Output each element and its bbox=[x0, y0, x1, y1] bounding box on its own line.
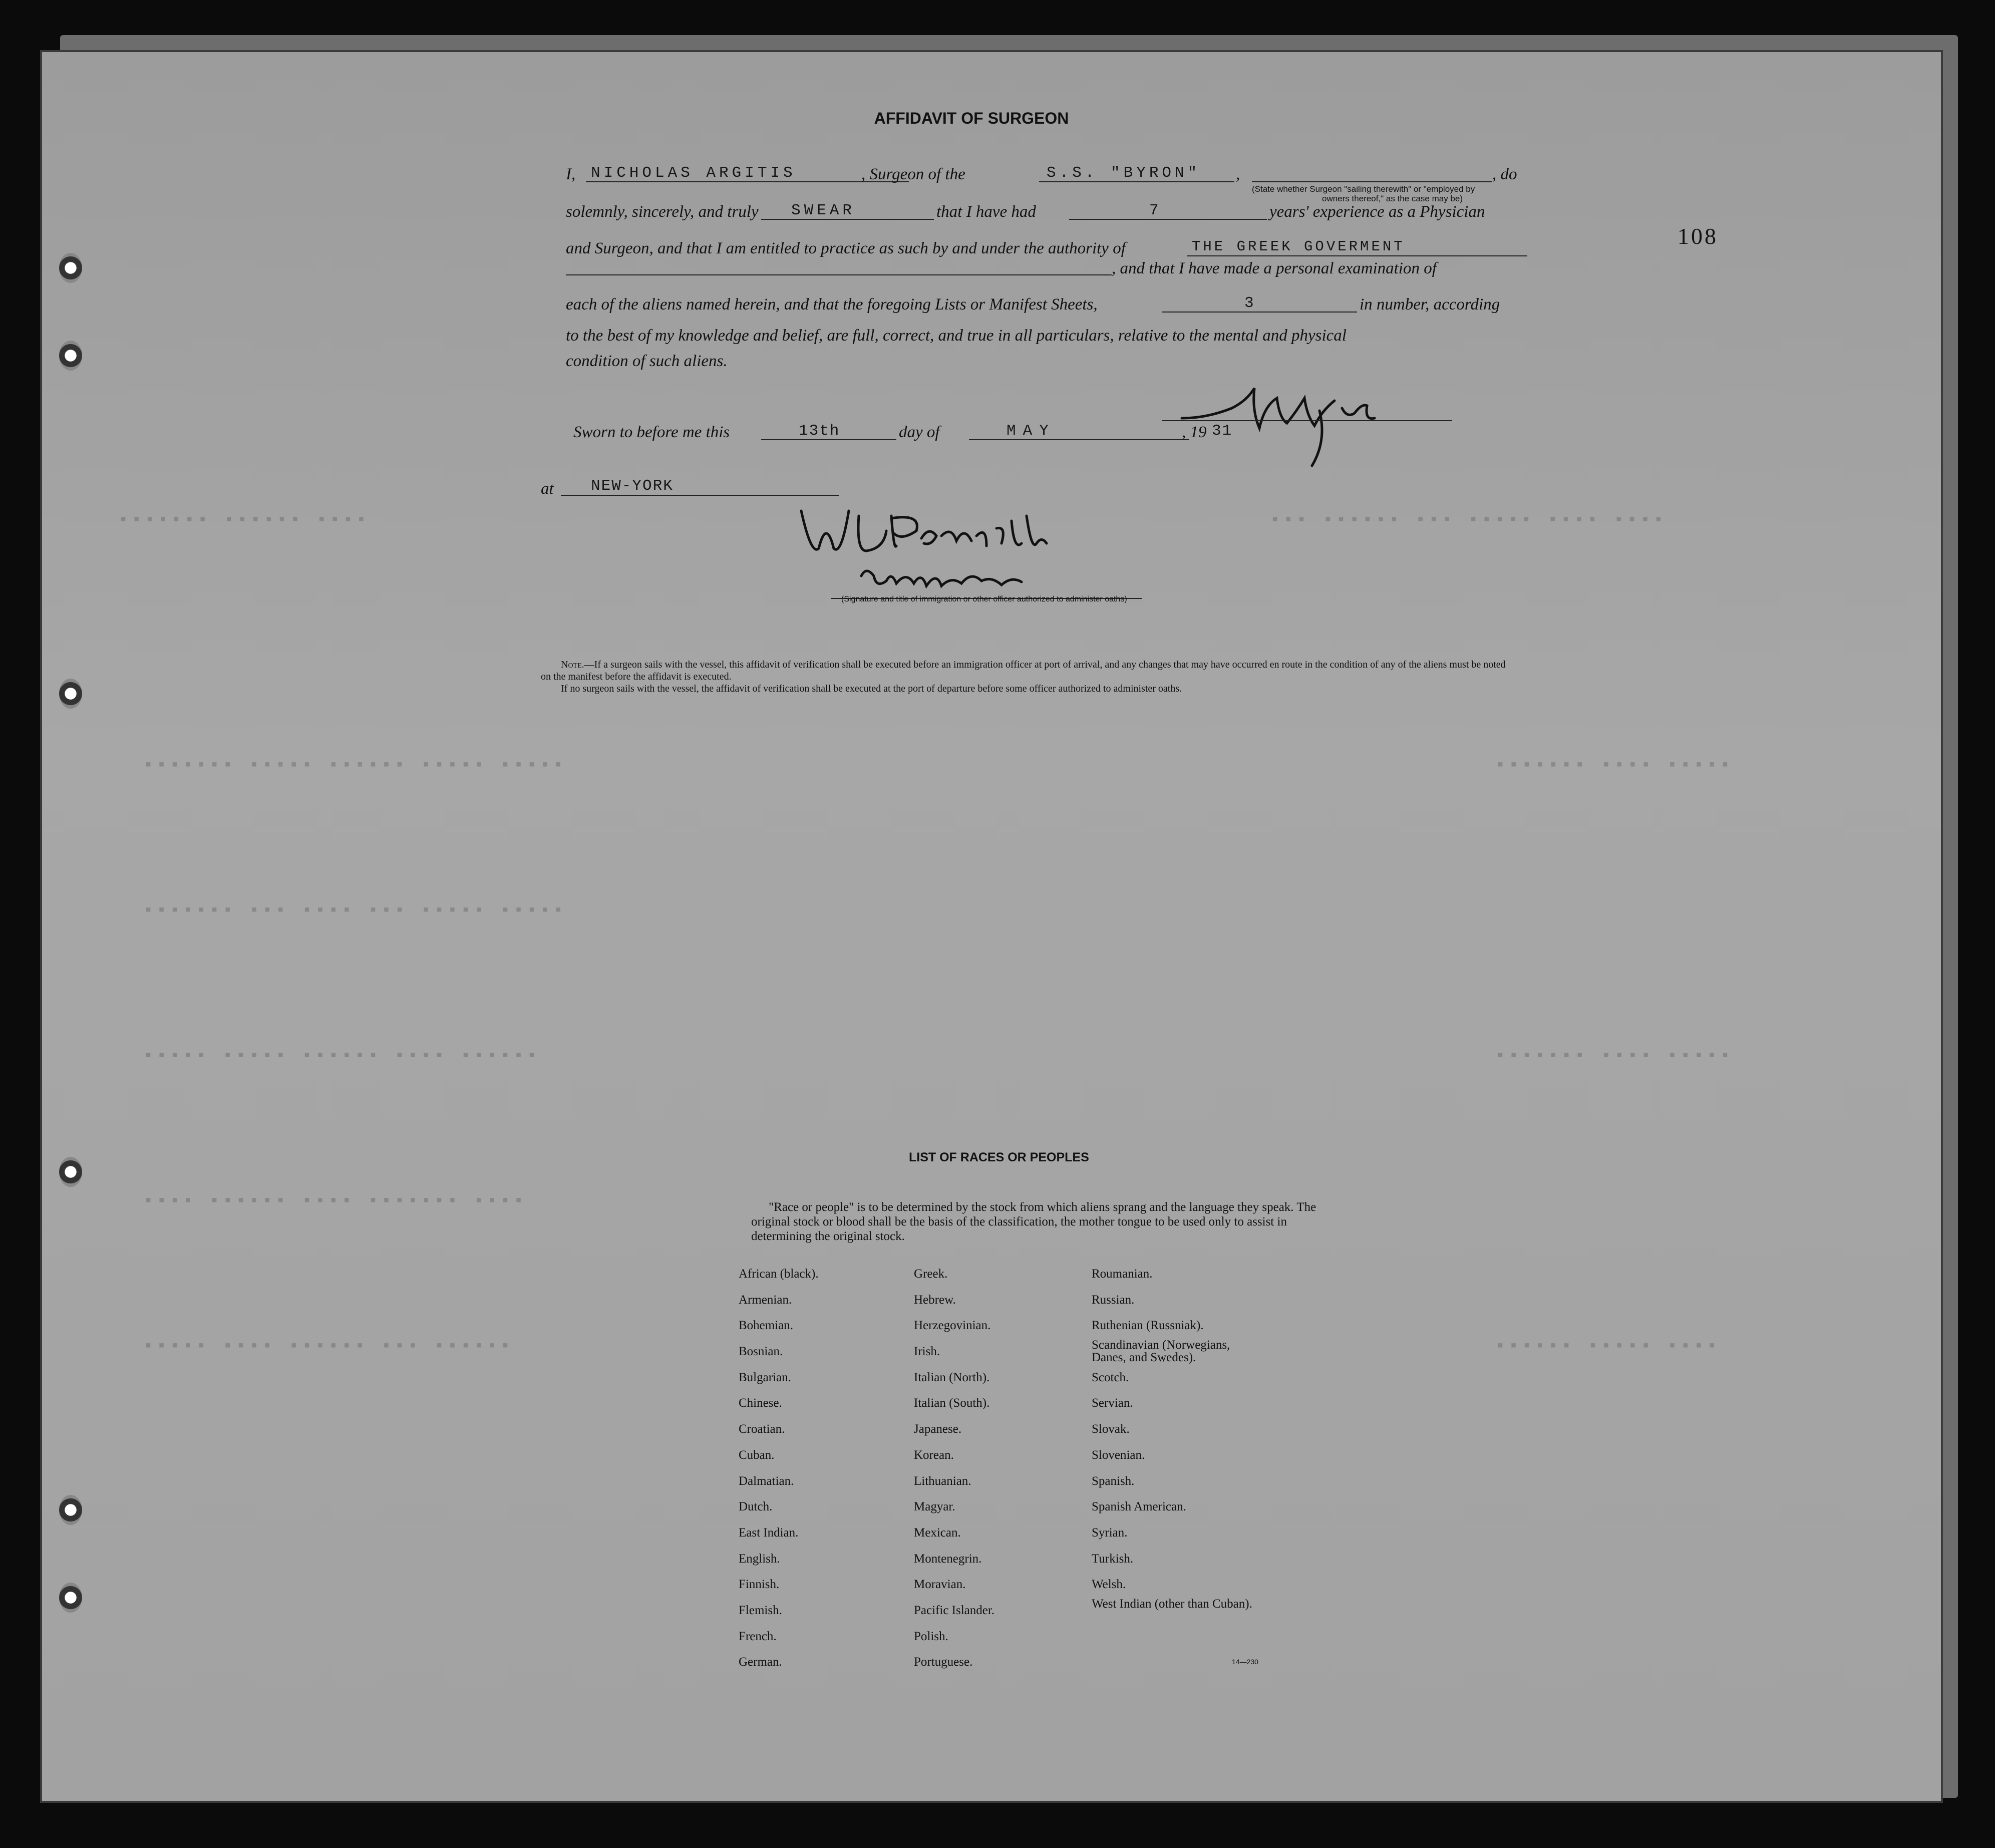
page-number: 108 bbox=[1678, 223, 1718, 249]
race-item: Italian (South). bbox=[914, 1396, 990, 1410]
race-item: Slovak. bbox=[1092, 1422, 1130, 1436]
race-item: Moravian. bbox=[914, 1578, 966, 1592]
races-column-2 bbox=[914, 1261, 994, 1675]
authority-line bbox=[1187, 255, 1527, 256]
note-section bbox=[541, 659, 1512, 695]
affidavit-text: , and that I have made a personal examination of bbox=[1112, 259, 1437, 277]
race-item: Spanish. bbox=[1092, 1474, 1135, 1488]
race-item: Spanish American. bbox=[1092, 1500, 1186, 1514]
surgeon-status-note: owners thereof," as the case may be) bbox=[1322, 194, 1463, 203]
race-item: West Indian (other than Cuban). bbox=[1092, 1597, 1252, 1611]
bleed-through-text: ▪▪▪▪ ▪▪▪▪▪▪▪ ▪▪▪▪ ▪▪▪▪▪▪ ▪▪▪▪ bbox=[140, 1192, 524, 1211]
race-item: Bulgarian. bbox=[739, 1370, 791, 1384]
race-item: Slovenian. bbox=[1092, 1448, 1145, 1462]
race-item: Lithuanian. bbox=[914, 1474, 971, 1488]
race-item: Italian (North). bbox=[914, 1370, 990, 1384]
race-item: Ruthenian (Russniak). bbox=[1092, 1319, 1204, 1333]
officer-caption: (Signature and title of immigration or other officer authorized to administer oaths) bbox=[841, 595, 1127, 603]
race-item: Herzegovinian. bbox=[914, 1319, 991, 1333]
race-item: Chinese. bbox=[739, 1396, 782, 1410]
race-item: Armenian. bbox=[739, 1293, 792, 1307]
race-item: Russian. bbox=[1092, 1293, 1135, 1307]
race-item: Portuguese. bbox=[914, 1655, 973, 1669]
binder-hole bbox=[59, 341, 82, 371]
race-item: Pacific Islander. bbox=[914, 1603, 995, 1617]
oath-word: SWEAR bbox=[791, 202, 856, 219]
month-line bbox=[969, 439, 1189, 440]
sheets-count: 3 bbox=[1244, 294, 1257, 312]
race-item: Finnish. bbox=[739, 1578, 780, 1592]
race-item: Cuban. bbox=[739, 1448, 775, 1462]
affidavit-text: and Surgeon, and that I am entitled to practice as such by and under the authority of bbox=[566, 239, 1126, 257]
race-item: East Indian. bbox=[739, 1525, 799, 1539]
note-text: If no surgeon sails with the vessel, the affidavit of verification shall be executed at the port of departure before some officer authorized to administer oaths. bbox=[561, 683, 1182, 694]
race-item: Polish. bbox=[914, 1629, 948, 1643]
race-item: Bosnian. bbox=[739, 1345, 783, 1359]
surgeon-signature bbox=[1162, 371, 1482, 471]
race-item: Irish. bbox=[914, 1345, 940, 1359]
races-heading: LIST OF RACES OR PEOPLES bbox=[909, 1150, 1089, 1164]
race-item: Montenegrin. bbox=[914, 1552, 982, 1566]
affidavit-text: I, bbox=[566, 165, 576, 183]
sworn-month: MAY bbox=[1007, 422, 1056, 440]
race-item: Mexican. bbox=[914, 1525, 961, 1539]
race-item: Welsh. bbox=[1092, 1578, 1126, 1592]
sheets-line bbox=[1162, 312, 1357, 313]
race-item: Greek. bbox=[914, 1267, 948, 1281]
sworn-day: 13th bbox=[799, 422, 840, 440]
race-item: Syrian. bbox=[1092, 1525, 1128, 1539]
surgeon-status-line bbox=[1252, 181, 1492, 182]
binder-hole bbox=[59, 1495, 82, 1525]
binder-hole bbox=[59, 1157, 82, 1187]
races-column-1 bbox=[739, 1261, 819, 1675]
race-item: Dutch. bbox=[739, 1500, 773, 1514]
bleed-through-text: ▪▪▪▪▪ ▪▪▪▪▪ ▪▪▪ ▪▪▪▪ ▪▪▪ ▪▪▪▪▪▪▪ bbox=[140, 901, 563, 920]
race-item: Scotch. bbox=[1092, 1370, 1129, 1384]
race-item: Turkish. bbox=[1092, 1552, 1134, 1566]
affidavit-text: , bbox=[1236, 165, 1240, 183]
years-experience: 7 bbox=[1149, 202, 1162, 219]
affidavit-text: Sworn to before me this bbox=[573, 423, 730, 441]
affidavit-text: years' experience as a Physician bbox=[1269, 203, 1485, 221]
affidavit-text: each of the aliens named herein, and that the foregoing Lists or Manifest Sheets, bbox=[566, 295, 1098, 314]
sworn-year: 31 bbox=[1212, 422, 1233, 440]
affidavit-text: day of bbox=[899, 423, 940, 441]
bleed-through-text: ▪▪▪▪▪▪ ▪▪▪ ▪▪▪▪▪▪ ▪▪▪▪ ▪▪▪▪▪ bbox=[140, 1337, 511, 1356]
bleed-through-text: ▪▪▪▪ ▪▪▪▪▪ ▪▪▪▪▪▪ bbox=[1492, 1337, 1717, 1356]
race-item: Flemish. bbox=[739, 1603, 782, 1617]
races-column-3 bbox=[1092, 1261, 1257, 1624]
sworn-place: NEW-YORK bbox=[591, 477, 674, 495]
years-line bbox=[1069, 219, 1267, 220]
note-label: Note. bbox=[561, 659, 584, 670]
note-text: —If a surgeon sails with the vessel, this affidavit of verification shall be executed before an immigration officer at port of arrival, and any changes that may have occurred en route in the condition of any of the aliens must be noted on the manifest before the affidavit is executed. bbox=[541, 659, 1506, 682]
race-item: German. bbox=[739, 1655, 782, 1669]
race-item: Korean. bbox=[914, 1448, 954, 1462]
race-item: Japanese. bbox=[914, 1422, 962, 1436]
affidavit-text: condition of such aliens. bbox=[566, 352, 728, 370]
surgeon-name: NICHOLAS ARGITIS bbox=[591, 164, 796, 182]
race-item: Croatian. bbox=[739, 1422, 785, 1436]
race-item: English. bbox=[739, 1552, 780, 1566]
bleed-through-text: ▪▪▪▪▪ ▪▪▪▪ ▪▪▪▪▪▪▪ bbox=[1492, 1047, 1731, 1066]
race-item: French. bbox=[739, 1629, 777, 1643]
race-item: Servian. bbox=[1092, 1396, 1133, 1410]
bleed-through-text: ▪▪▪▪▪ ▪▪▪▪ ▪▪▪▪▪▪▪ bbox=[1492, 756, 1731, 775]
bleed-through-text: ▪▪▪▪ ▪▪▪▪▪▪ ▪▪▪▪▪▪▪ bbox=[115, 511, 367, 530]
race-item: Bohemian. bbox=[739, 1319, 794, 1333]
affidavit-text: at bbox=[541, 480, 554, 498]
races-definition: "Race or people" is to be determined by the stock from which aliens sprang and the language they speak. The original stock or blood shall be the basis of the classification, the mother tongue to be used only to assist in determining the original stock. bbox=[751, 1200, 1316, 1243]
race-item: Hebrew. bbox=[914, 1293, 956, 1307]
affidavit-text: , do bbox=[1492, 165, 1517, 183]
binder-hole bbox=[59, 253, 82, 283]
affidavit-text: in number, according bbox=[1360, 295, 1500, 314]
binder-hole bbox=[59, 679, 82, 709]
affidavit-text: that I have had bbox=[936, 203, 1036, 221]
officer-signature bbox=[791, 496, 1142, 651]
bleed-through-text: ▪▪▪▪▪▪ ▪▪▪▪ ▪▪▪▪▪▪ ▪▪▪▪▪ ▪▪▪▪▪ bbox=[140, 1047, 537, 1066]
race-item: Roumanian. bbox=[1092, 1267, 1153, 1281]
race-item: Scandinavian (Norwegians, Danes, and Swedes). bbox=[1092, 1338, 1230, 1365]
form-number: 14—230 bbox=[1232, 1658, 1258, 1666]
affidavit-text: to the best of my knowledge and belief, are full, correct, and true in all particulars, relative to the mental and physical bbox=[566, 327, 1347, 345]
authority-continued-line bbox=[566, 274, 1112, 275]
race-item: Dalmatian. bbox=[739, 1474, 794, 1488]
affidavit-text: , 19 bbox=[1182, 423, 1207, 441]
bleed-through-text: ▪▪▪▪▪ ▪▪▪▪▪ ▪▪▪▪▪▪ ▪▪▪▪▪ ▪▪▪▪▪▪▪ bbox=[140, 756, 563, 775]
race-item: Magyar. bbox=[914, 1500, 955, 1514]
race-item: African (black). bbox=[739, 1267, 819, 1281]
page-title: AFFIDAVIT OF SURGEON bbox=[874, 109, 1069, 127]
manifest-page bbox=[40, 50, 1943, 1803]
bleed-through-text: ▪▪▪▪ ▪▪▪▪ ▪▪▪▪▪ ▪▪▪ ▪▪▪▪▪▪ ▪▪▪ bbox=[1267, 511, 1664, 530]
affidavit-text: solemnly, sincerely, and truly bbox=[566, 203, 759, 221]
binder-hole bbox=[59, 1583, 82, 1613]
affidavit-text: , Surgeon of the bbox=[861, 165, 965, 183]
surgeon-status-note: (State whether Surgeon "sailing therewith" or "employed by bbox=[1252, 184, 1475, 194]
vessel-name: S.S. "BYRON" bbox=[1047, 164, 1201, 182]
authority: THE GREEK GOVERMENT bbox=[1192, 238, 1405, 255]
